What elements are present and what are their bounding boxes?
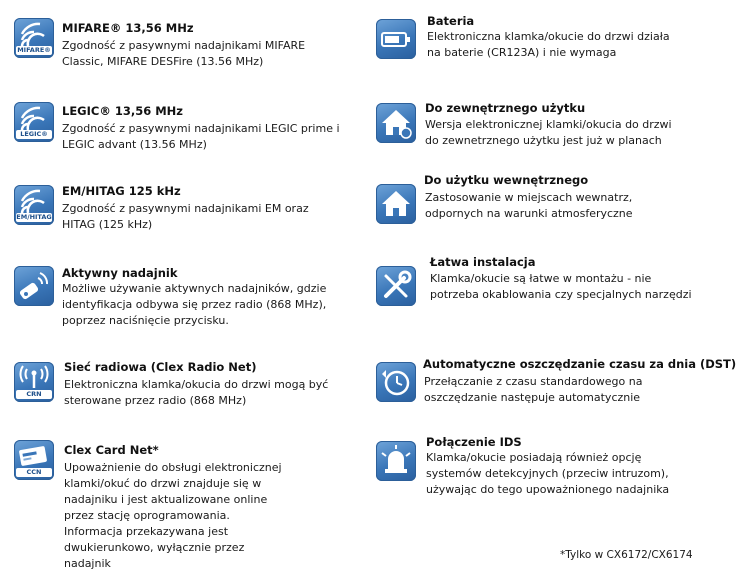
feature-description: Zgodność z pasywnymi nadajnikami MIFARE Classic, MIFARE DESFire (13.56 MHz) [62,39,306,68]
feature-description: Elektroniczna klamka/okucie do drzwi działa na baterie (CR123A) i nie wymaga [427,30,670,59]
feature-title: Automatyczne oszczędzanie czasu za dnia (DST) [423,357,736,371]
alarm-siren-icon [376,441,416,481]
feature-description: Klamka/okucie są łatwe w montażu - nie potrzeba okablowania czy specjalnych narzędzi [430,272,692,301]
feature-title: Bateria [427,14,475,28]
feature-title: Do zewnętrznego użytku [425,101,586,115]
feature-title: Aktywny nadajnik [62,266,178,280]
feature-title: Połączenie IDS [426,435,522,449]
feature-title: LEGIC® 13,56 MHz [62,104,183,118]
feature-description: Zgodność z pasywnymi nadajnikami EM oraz HITAG (125 kHz) [62,202,309,231]
feature-title: MIFARE® 13,56 MHz [62,21,194,35]
wrench-screwdriver-icon [376,266,416,306]
icon-caption: CCN [16,468,52,477]
em-hitag-card-waves-icon [14,185,54,225]
feature-description: Elektroniczna klamka/okucia do drzwi mogą być sterowane przez radio (868 MHz) [64,378,329,407]
feature-description: Upoważnienie do obsługi elektronicznej klamki/okuć do drzwi znajduje się w nadajniku i jest aktualizowane online przez stację oprogramowania. Informacja przekazywana jest dwukierunkowo, wyłącznie przez nadajnik [64,461,282,570]
feature-title: Do użytku wewnętrznego [424,173,589,187]
icon-caption: MIFARE® [17,46,51,54]
icon-caption: EM/HITAG [16,213,52,221]
feature-description: Możliwe używanie aktywnych nadajników, gdzie identyfikacja odbywa się przez radio (868 MHz), poprzez naciśnięcie przycisku. [62,282,327,327]
feature-description: Zastosowanie w miejscach wewnatrz, odpornych na warunki atmosferyczne [425,191,633,220]
feature-title: Clex Card Net* [64,443,159,457]
outdoor-house-icon [376,103,416,143]
active-key-fob-icon [14,266,54,306]
feature-description: Zgodność z pasywnymi nadajnikami LEGIC prime i LEGIC advant (13.56 MHz) [62,122,340,151]
mifare-card-waves-icon [14,18,54,58]
feature-description: Wersja elektronicznej klamki/okucia do drzwi do zewnetrznego użytku jest już w planach [425,118,672,147]
feature-title: EM/HITAG 125 kHz [62,184,181,198]
feature-title: Łatwa instalacja [430,255,536,269]
card-net-icon [14,440,54,480]
indoor-house-icon [376,184,416,224]
clock-dst-icon [376,362,416,402]
footnote: *Tylko w CX6172/CX6174 [560,549,693,561]
radio-net-antenna-icon [14,362,54,402]
feature-description: Przełączanie z czasu standardowego na oszczędzanie następuje automatycznie [424,375,643,404]
feature-description: Klamka/okucie posiadają również opcję systemów detekcyjnych (przeciw intruzom), używając do tego upoważnionego nadajnika [426,451,670,496]
feature-title: Sieć radiowa (Clex Radio Net) [64,360,257,374]
icon-caption: CRN [16,390,52,399]
legic-card-waves-icon [14,102,54,142]
icon-caption: LEGIC® [16,130,52,139]
battery-icon [376,19,416,59]
